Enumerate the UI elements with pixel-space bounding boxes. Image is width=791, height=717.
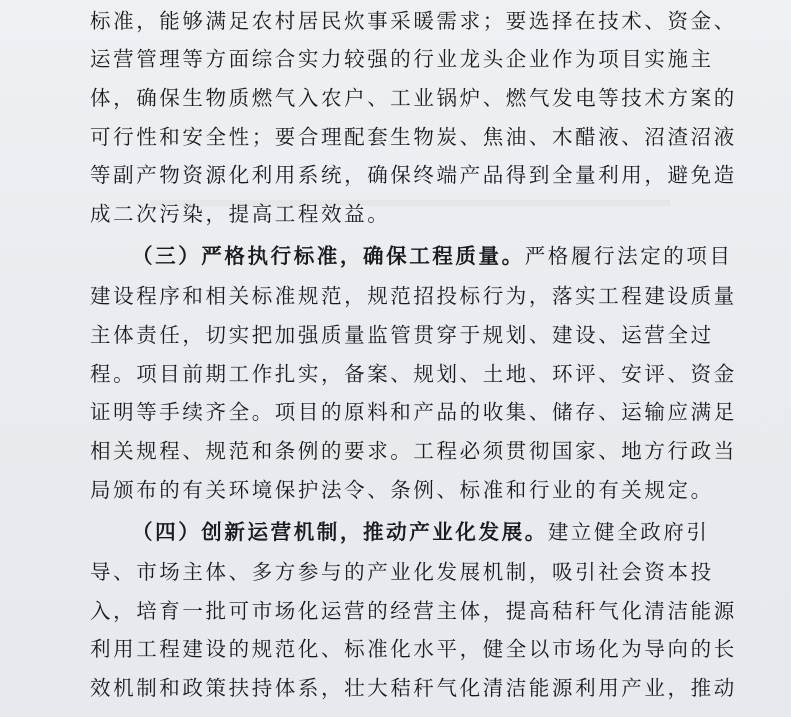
text-line: 导、市场主体、多方参与的产业化发展机制，吸引社会资本投	[90, 560, 714, 584]
text-line: 运营管理等方面综合实力较强的行业龙头企业作为项目实施主	[90, 47, 714, 71]
text-line: 入，培育一批可市场化运营的经营主体，提高秸秆气化清洁能源	[90, 599, 737, 623]
section-3-heading: （三）严格执行标准，确保工程质量。	[132, 244, 525, 268]
section-4-heading: （四）创新运营机制，推动产业化发展。	[132, 520, 548, 544]
text-line: 程。项目前期工作扎实，备案、规划、土地、环评、安评、资金	[90, 362, 737, 386]
text-line: 等副产物资源化利用系统，确保终端产品得到全量利用，避免造	[90, 163, 737, 187]
section-3-first-line	[132, 237, 733, 275]
text-line: 标准，能够满足农村居民炊事采暖需求；要选择在技术、资金、	[90, 9, 737, 33]
text-line: 成二次污染，提高工程效益。	[90, 202, 391, 226]
section-4-first-line	[132, 513, 710, 551]
text-line: 可行性和安全性；要合理配套生物炭、焦油、木醋液、沼渣沼液	[90, 125, 737, 149]
text-line: 局颁布的有关环境保护法令、条例、标准和行业的有关规定。	[90, 478, 714, 502]
text-line: 相关规程、规范和条例的要求。工程必须贯彻国家、地方行政当	[90, 439, 737, 463]
section-3-first-line-rest: 严格履行法定的项目	[524, 244, 733, 268]
text-line: 体，确保生物质燃气入农户、工业锅炉、燃气发电等技术方案的	[90, 86, 737, 110]
text-line: 证明等手续齐全。项目的原料和产品的收集、储存、运输应满足	[90, 400, 737, 424]
text-line: 建设程序和相关标准规范，规范招投标行为，落实工程建设质量	[90, 284, 737, 308]
section-4-first-line-rest: 建立健全政府引	[547, 520, 710, 544]
text-line: 利用工程建设的规范化、标准化水平，健全以市场化为导向的长	[90, 637, 737, 661]
text-line: 主体责任，切实把加强质量监管贯穿于规划、建设、运营全过	[90, 323, 714, 347]
text-line: 效机制和政策扶持体系，壮大秸秆气化清洁能源利用产业，推动	[90, 676, 737, 700]
